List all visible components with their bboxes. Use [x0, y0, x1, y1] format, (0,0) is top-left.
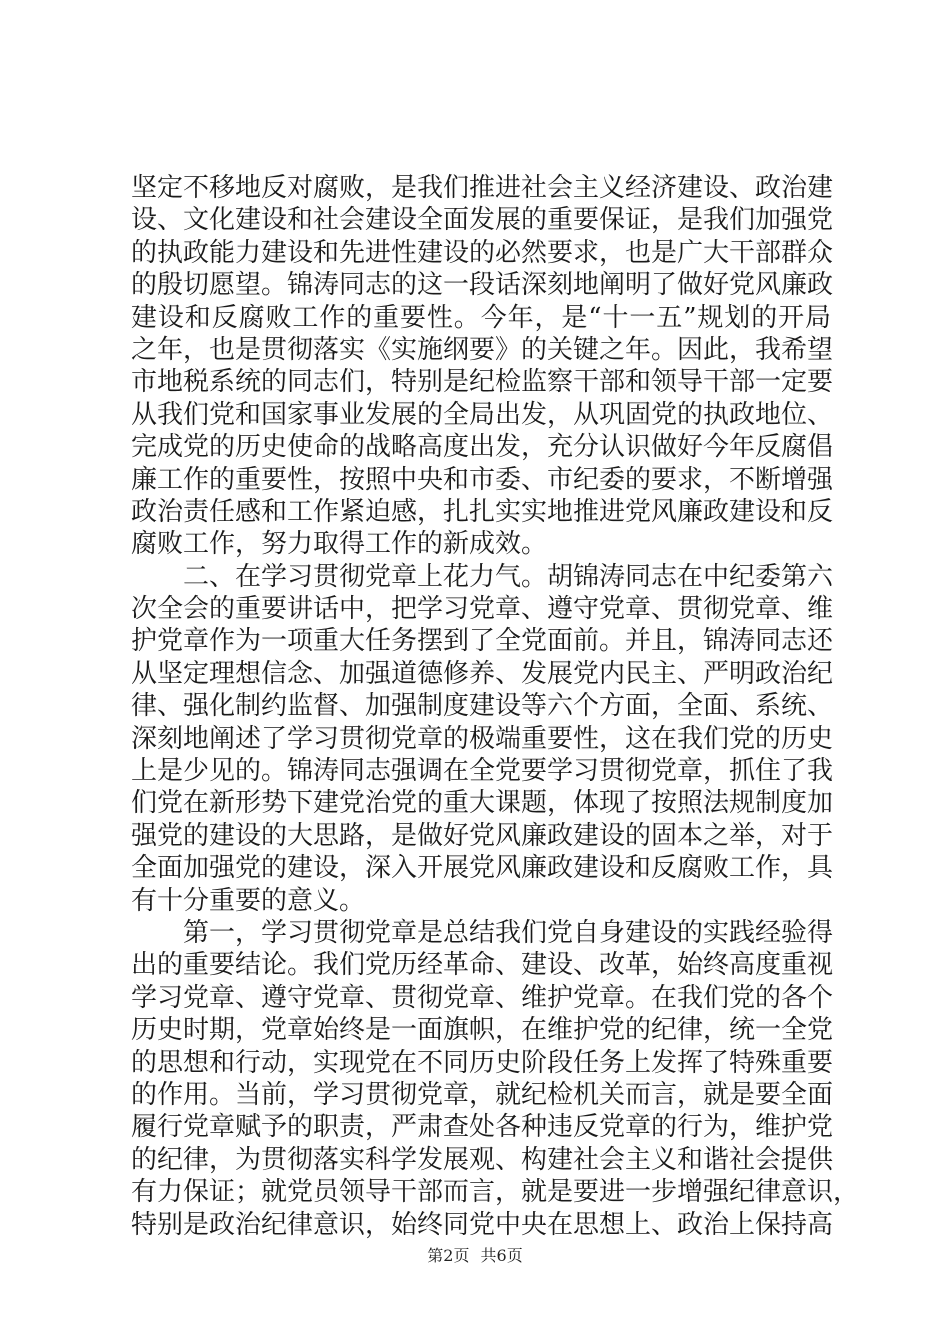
text-line: 设、文化建设和社会建设全面发展的重要保证，是我们加强党	[131, 205, 834, 236]
text-line: 出的重要结论。我们党历经革命、建设、改革，始终高度重视	[131, 950, 834, 981]
text-line: 从坚定理想信念、加强道德修养、发展党内民主、严明政治纪	[131, 658, 834, 689]
text-line: 市地税系统的同志们，特别是纪检监察干部和领导干部一定要	[131, 367, 834, 398]
text-line: 腐败工作，努力取得工作的新成效。	[131, 529, 548, 560]
text-line: 上是少见的。锦涛同志强调在全党要学习贯彻党章，抓住了我	[131, 756, 834, 787]
text-line: 们党在新形势下建党治党的重大课题，体现了按照法规制度加	[131, 788, 834, 819]
text-line: 全面加强党的建设，深入开展党风廉政建设和反腐败工作，具	[131, 853, 834, 884]
text-line: 二、在学习贯彻党章上花力气。胡锦涛同志在中纪委第六	[183, 561, 834, 592]
text-line: 的殷切愿望。锦涛同志的这一段话深刻地阐明了做好党风廉政	[131, 270, 834, 301]
text-line: 有力保证；就党员领导干部而言，就是要进一步增强纪律意识，	[131, 1177, 860, 1208]
page-footer	[0, 1246, 950, 1266]
text-line: 建设和反腐败工作的重要性。今年，是“十一五”规划的开局	[131, 302, 831, 333]
text-line: 的作用。当前，学习贯彻党章，就纪检机关而言，就是要全面	[131, 1079, 834, 1110]
text-line: 完成党的历史使命的战略高度出发，充分认识做好今年反腐倡	[131, 432, 834, 463]
page-total: 共6页	[480, 1246, 523, 1265]
text-line: 之年，也是贯彻落实《实施纲要》的关键之年。因此，我希望	[131, 334, 834, 365]
text-line: 履行党章赋予的职责，严肃查处各种违反党章的行为，维护党	[131, 1112, 834, 1143]
text-line: 第一，学习贯彻党章是总结我们党自身建设的实践经验得	[183, 917, 834, 948]
text-line: 强党的建设的大思路，是做好党风廉政建设的固本之举，对于	[131, 820, 834, 851]
text-line: 廉工作的重要性，按照中央和市委、市纪委的要求，不断增强	[131, 464, 834, 495]
text-line: 特别是政治纪律意识，始终同党中央在思想上、政治上保持高	[131, 1209, 834, 1240]
text-line: 深刻地阐述了学习贯彻党章的极端重要性，这在我们党的历史	[131, 723, 834, 754]
text-line: 从我们党和国家事业发展的全局出发，从巩固党的执政地位、	[131, 399, 834, 430]
text-line: 的纪律，为贯彻落实科学发展观、构建社会主义和谐社会提供	[131, 1144, 834, 1175]
text-line: 有十分重要的意义。	[131, 885, 366, 916]
text-line: 学习党章、遵守党章、贯彻党章、维护党章。在我们党的各个	[131, 982, 834, 1013]
text-line: 律、强化制约监督、加强制度建设等六个方面，全面、系统、	[131, 691, 834, 722]
text-line: 历史时期，党章始终是一面旗帜，在维护党的纪律，统一全党	[131, 1015, 834, 1046]
text-line: 的思想和行动，实现党在不同历史阶段任务上发挥了特殊重要	[131, 1047, 834, 1078]
text-line: 次全会的重要讲话中，把学习党章、遵守党章、贯彻党章、维	[131, 594, 834, 625]
text-line: 坚定不移地反对腐败，是我们推进社会主义经济建设、政治建	[131, 173, 834, 203]
text-line: 的执政能力建设和先进性建设的必然要求，也是广大干部群众	[131, 237, 834, 268]
text-line: 政治责任感和工作紧迫感，扎扎实实地推进党风廉政建设和反	[131, 496, 834, 527]
page-number: 第2页	[427, 1246, 470, 1265]
body-text	[131, 172, 860, 1241]
text-line: 护党章作为一项重大任务摆到了全党面前。并且，锦涛同志还	[131, 626, 834, 657]
